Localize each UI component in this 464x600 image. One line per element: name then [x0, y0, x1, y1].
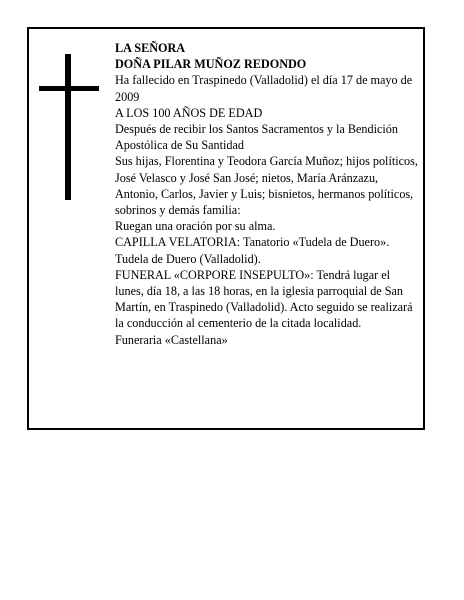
funeral-home: Funeraria «Castellana»: [115, 332, 228, 347]
chapel-info: CAPILLA VELATORIA: Tanatorio «Tudela de Duero». Tudela de Duero (Valladolid).: [115, 235, 390, 266]
funeral-info: FUNERAL «CORPORE INSEPULTO»: Tendrá lugar el lunes, día 18, a las 18 horas, en la iglesia parroquial de San Martín, en Traspinedo (Valladolid). Acto seguido se realizará la conducción al cementerio de la citada localidad.: [115, 267, 413, 331]
prayer-request: Ruegan una oración por su alma.: [115, 219, 276, 234]
honorific: LA SEÑORA: [115, 41, 186, 55]
obituary-text: [115, 40, 421, 348]
deceased-name: DOÑA PILAR MUÑOZ REDONDO: [115, 57, 307, 72]
cross-vertical-bar: [65, 54, 71, 200]
death-statement: Ha fallecido en Traspinedo (Valladolid) el día 17 de mayo de 2009: [115, 73, 413, 104]
family-statement: Sus hijas, Florentina y Teodora García Muñoz; hijos políticos, José Velasco y José San José; nietos, María Aránzazu, Antonio, Carlos, Javier y Luis; bisnietos, hermanos políticos, sobrinos y demás familia:: [115, 154, 418, 218]
cross-horizontal-bar: [39, 86, 99, 91]
obituary-notice: [27, 27, 425, 430]
cross-icon: [39, 54, 99, 200]
age-statement: A LOS 100 AÑOS DE EDAD: [115, 105, 263, 120]
sacraments-statement: Después de recibir los Santos Sacramentos y la Bendición Apostólica de Su Santidad: [115, 122, 398, 153]
